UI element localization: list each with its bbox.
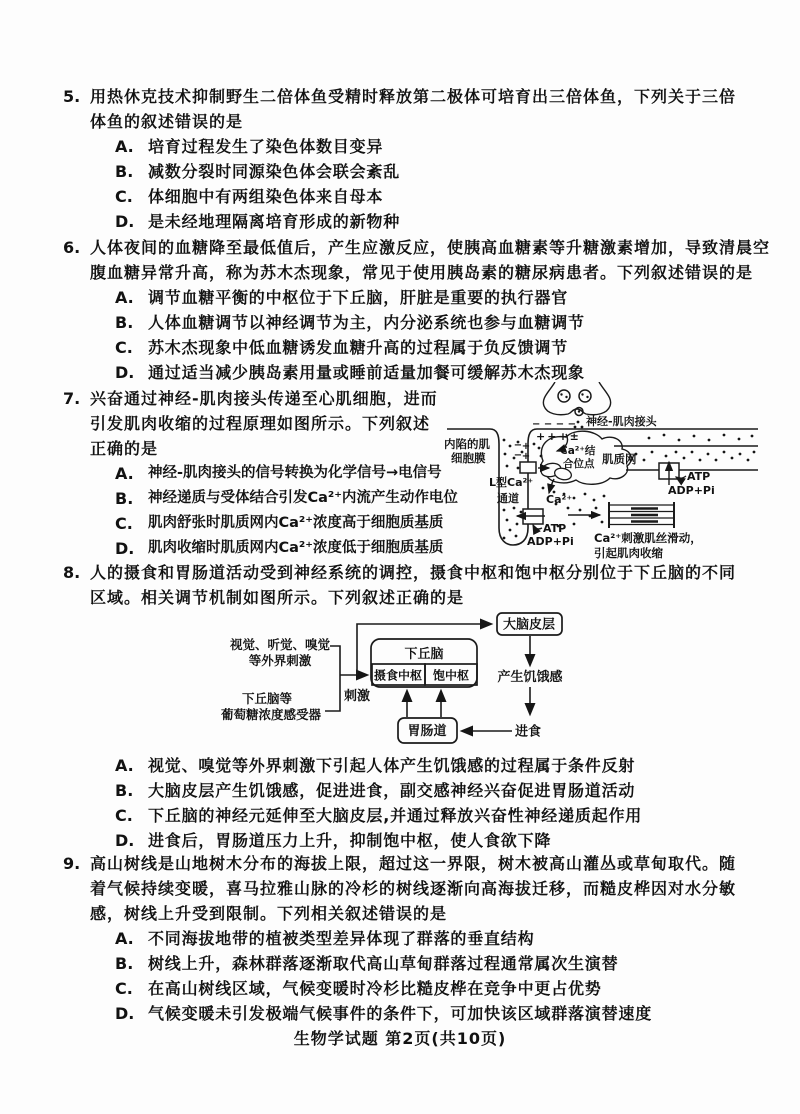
- option-text: 气候变暖未引发极端气候事件的条件下，可加快该区域群落演替速度: [148, 1004, 653, 1023]
- atp-label: ATP: [687, 470, 711, 483]
- l-channel-label: L型Ca²⁺: [489, 476, 534, 489]
- option-label: C.: [115, 979, 133, 998]
- option-c: [115, 803, 642, 828]
- option-text: 是未经地理隔离培育形成的新物种: [148, 212, 401, 231]
- stimuli-visual-label: 视觉、听觉、嗅觉: [229, 637, 331, 652]
- question-stem-line: 腹血糖异常升高，称为苏木杰现象，常见于使用胰岛素的糖尿病患者。下列叙述错误的是: [90, 263, 754, 282]
- question-stem-line: 着气候持续变暖，喜马拉雅山脉的冷杉的树线逐渐向高海拔迁移，而糙皮桦因对水分敏: [90, 879, 737, 898]
- l-type-ca-channel-icon: [520, 462, 536, 473]
- option-text: 神经递质与受体结合引发Ca²⁺内流产生动作电位: [148, 490, 458, 506]
- option-b: [115, 310, 770, 335]
- sr-label: 肌质网: [602, 452, 637, 466]
- option-b: [115, 778, 642, 803]
- option-label: B.: [115, 313, 134, 332]
- binding-site-label: Ca²⁺结: [560, 445, 596, 457]
- plus-sign: +: [521, 451, 531, 462]
- question-6: [63, 235, 770, 385]
- question-number: 5.: [63, 87, 81, 106]
- cortex-label: 大脑皮层: [502, 617, 556, 633]
- membrane-charge-negative-row: − − − −: [532, 419, 576, 430]
- question-stem-line: 区域。相关调节机制如图所示。下列叙述正确的是: [90, 588, 465, 607]
- option-a: [115, 461, 458, 486]
- option-label: C.: [115, 338, 133, 357]
- feeding-center-label: 摄食中枢: [373, 668, 423, 683]
- l-channel-label: 通道: [497, 492, 519, 505]
- option-label: D.: [115, 831, 135, 850]
- option-text: 肌肉舒张时肌质网内Ca²⁺浓度高于细胞质基质: [148, 515, 444, 531]
- option-label: B.: [115, 781, 134, 800]
- question-stem-line: 体鱼的叙述错误的是: [90, 112, 244, 131]
- question-number: 8.: [63, 563, 81, 582]
- option-text: 进食后，胃肠道压力上升，抑制饱中枢，使人食欲下降: [148, 831, 552, 850]
- option-text: 视觉、嗅觉等外界刺激下引起人体产生饥饿感的过程属于条件反射: [148, 756, 636, 775]
- option-text: 体细胞中有两组染色体来自母本: [148, 187, 384, 206]
- question-number: 6.: [63, 238, 81, 257]
- option-c: [115, 976, 736, 1001]
- option-text: 减数分裂时同源染色体会联会紊乱: [148, 162, 401, 181]
- adp-label: ADP+Pi: [527, 535, 574, 548]
- option-text: 肌肉收缩时肌质网内Ca²⁺浓度低于细胞质基质: [148, 540, 444, 556]
- option-label: C.: [115, 187, 133, 206]
- question-stem-line: 人的摄食和胃肠道活动受到神经系统的调控，摄食中枢和饱中枢分别位于下丘脑的不同: [90, 563, 737, 582]
- option-text: 神经-肌肉接头的信号转换为化学信号→电信号: [148, 465, 442, 481]
- question-9: [63, 851, 736, 1026]
- question-5: [63, 84, 736, 234]
- ca-label: Ca²⁺: [546, 493, 573, 506]
- question-stem-line: 用热休克技术抑制野生二倍体鱼受精时释放第二极体可培育出三倍体鱼，下列关于三倍: [90, 87, 737, 106]
- option-label: C.: [115, 806, 133, 825]
- option-label: D.: [115, 539, 135, 558]
- question-stem-line: 正确的是: [90, 439, 159, 458]
- option-b: [115, 486, 458, 511]
- option-a: [115, 753, 642, 778]
- satiety-center-label: 饱中枢: [432, 668, 470, 683]
- question-stem-line: 引发肌肉收缩的过程原理如图所示。下列叙述: [90, 414, 431, 433]
- question-number: 7.: [63, 389, 81, 408]
- option-text: 调节血糖平衡的中枢位于下丘脑，肝脏是重要的执行器官: [148, 288, 569, 307]
- minus-sign: −: [513, 440, 523, 451]
- option-d: [115, 828, 642, 853]
- option-d: [115, 536, 458, 561]
- question-stem-line: 兴奋通过神经-肌肉接头传递至心肌细胞，进而: [90, 389, 438, 408]
- q8-feeding-flowchart: [210, 610, 610, 754]
- option-text: 在高山树线区域，气候变暖时冷杉比糙皮桦在竞争中更占优势: [148, 979, 602, 998]
- question-stem-line: 高山树线是山地树木分布的海拔上限，超过这一界限，树木被高山灌丛或草甸取代。随: [90, 854, 737, 873]
- sarcomere-icon: [609, 502, 674, 528]
- stimuli-visual-label: 等外界刺激: [248, 653, 312, 668]
- gi-tract-label: 胃肠道: [407, 724, 447, 739]
- option-b: [115, 951, 736, 976]
- binding-site-label: 合位点: [563, 458, 595, 470]
- question-stem-line: 人体夜间的血糖降至最低值后，产生应激反应，使胰高血糖素等升糖激素增加，导致清晨空: [90, 238, 771, 257]
- option-c: [115, 335, 770, 360]
- question-stem-line: 感，树线上升受到限制。下列相关叙述错误的是: [90, 904, 448, 923]
- option-b: [115, 159, 736, 184]
- option-label: B.: [115, 954, 134, 973]
- option-d: [115, 209, 736, 234]
- option-label: C.: [115, 514, 133, 533]
- page-footer: 生物学试题 第2页(共10页): [293, 1029, 507, 1048]
- option-label: B.: [115, 162, 134, 181]
- option-text: 培育过程发生了染色体数目变异: [148, 137, 384, 156]
- option-label: A.: [115, 756, 134, 775]
- option-a: [115, 134, 736, 159]
- option-label: D.: [115, 212, 135, 231]
- stimuli-glucose-label: 葡萄糖浓度感受器: [220, 707, 322, 722]
- option-label: B.: [115, 489, 134, 508]
- question-8: [63, 560, 736, 610]
- option-text: 不同海拔地带的植被类型差异体现了群落的垂直结构: [148, 929, 535, 948]
- nerve-terminal-icon: [543, 382, 610, 416]
- minus-sign: −: [513, 450, 523, 461]
- membrane-charge-positive-row: +++±: [536, 430, 581, 443]
- option-label: A.: [115, 288, 134, 307]
- option-text: 大脑皮层产生饥饿感，促进进食，副交感神经兴奋促进胃肠道活动: [148, 781, 636, 800]
- stimulus-label: 刺激: [343, 689, 371, 704]
- option-a: [115, 926, 736, 951]
- junction-label: 神经-肌肉接头: [586, 415, 657, 428]
- option-a: [115, 285, 770, 310]
- atp-label: ATP: [543, 522, 567, 535]
- option-text: 人体血糖调节以神经调节为主，内分泌系统也参与血糖调节: [148, 313, 585, 332]
- option-label: D.: [115, 363, 135, 382]
- option-text: 树线上升，森林群落逐渐取代高山草甸群落过程通常属次生演替: [148, 954, 619, 973]
- question-7: [63, 386, 458, 561]
- question-8-options: [115, 753, 642, 853]
- option-text: 苏木杰现象中低血糖诱发血糖升高的过程属于负反馈调节: [148, 338, 569, 357]
- contraction-caption: 引起肌肉收缩: [594, 546, 663, 560]
- invaginated-membrane-label: 内陷的肌: [444, 437, 490, 451]
- adp-label: ADP+Pi: [668, 484, 715, 497]
- option-c: [115, 511, 458, 536]
- hypothalamus-label: 下丘脑: [404, 647, 444, 662]
- option-text: 通过适当减少胰岛素用量或睡前适量加餐可缓解苏木杰现象: [148, 363, 585, 382]
- plus-sign: +: [521, 441, 531, 452]
- question-number: 9.: [63, 854, 81, 873]
- q7-neuromuscular-diagram: [444, 382, 762, 564]
- option-label: A.: [115, 137, 134, 156]
- contraction-caption: Ca²⁺刺激肌丝滑动，: [594, 531, 702, 545]
- option-d: [115, 1001, 736, 1026]
- option-text: 下丘脑的神经元延伸至大脑皮层,并通过释放兴奋性神经递质起作用: [148, 806, 643, 825]
- eating-label: 进食: [514, 724, 542, 740]
- option-label: A.: [115, 929, 134, 948]
- option-c: [115, 184, 736, 209]
- option-label: A.: [115, 464, 134, 483]
- stimuli-glucose-label: 下丘脑等: [241, 691, 293, 706]
- invaginated-membrane-label: 细胞膜: [451, 451, 486, 465]
- option-label: D.: [115, 1004, 135, 1023]
- hunger-label: 产生饥饿感: [497, 670, 563, 685]
